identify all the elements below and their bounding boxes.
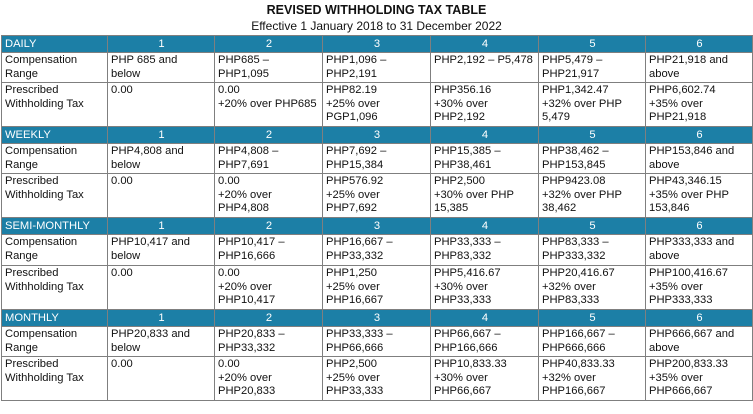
compensation-range-cell: PHP4,808 and below bbox=[108, 144, 215, 174]
monthly-compensation-row bbox=[2, 327, 753, 357]
compensation-range-cell: PHP685 – PHP1,095 bbox=[215, 53, 323, 83]
row-label: Compensation Range bbox=[2, 235, 108, 266]
document-title: REVISED WITHHOLDING TAX TABLE bbox=[266, 3, 487, 17]
prescribed-tax-cell: PHP20,416.67 +32% over PHP83,333 bbox=[539, 266, 646, 310]
section-name: MONTHLY bbox=[2, 310, 108, 327]
row-label: Compensation Range bbox=[2, 53, 108, 83]
bracket-number: 3 bbox=[323, 36, 431, 53]
prescribed-tax-cell: PHP10,833.33 +30% over PHP66,667 bbox=[431, 357, 539, 401]
prescribed-tax-cell: 0.00 bbox=[108, 357, 215, 401]
row-label: Prescribed Withholding Tax bbox=[2, 357, 108, 401]
bracket-number: 5 bbox=[539, 218, 646, 235]
section-name: SEMI-MONTHLY bbox=[2, 218, 108, 235]
prescribed-tax-cell: PHP356.16 +30% over PHP2,192 bbox=[431, 83, 539, 127]
prescribed-tax-cell: 0.00 bbox=[108, 83, 215, 127]
section-name: DAILY bbox=[2, 36, 108, 53]
weekly-prescribed-row bbox=[2, 174, 753, 218]
compensation-range-cell: PHP83,333 – PHP333,332 bbox=[539, 235, 646, 266]
section-name: WEEKLY bbox=[2, 127, 108, 144]
daily-compensation-row bbox=[2, 53, 753, 83]
bracket-number: 2 bbox=[215, 218, 323, 235]
compensation-range-cell: PHP333,333 and above bbox=[646, 235, 753, 266]
semi-monthly-prescribed-row bbox=[2, 266, 753, 310]
prescribed-tax-cell: 0.00 +20% over PHP4,808 bbox=[215, 174, 323, 218]
compensation-range-cell: PHP1,096 – PHP2,191 bbox=[323, 53, 431, 83]
monthly-prescribed-row bbox=[2, 357, 753, 401]
compensation-range-cell: PHP666,667 and above bbox=[646, 327, 753, 357]
prescribed-tax-cell: PHP1,342.47 +32% over PHP 5,479 bbox=[539, 83, 646, 127]
daily-prescribed-row bbox=[2, 83, 753, 127]
compensation-range-cell: PHP33,333 – PHP83,332 bbox=[431, 235, 539, 266]
compensation-range-cell: PHP66,667 – PHP166,666 bbox=[431, 327, 539, 357]
compensation-range-cell: PHP10,417 and below bbox=[108, 235, 215, 266]
document-subtitle: Effective 1 January 2018 to 31 December 2022 bbox=[251, 19, 502, 33]
compensation-range-cell: PHP4,808 – PHP7,691 bbox=[215, 144, 323, 174]
compensation-range-cell: PHP38,462 – PHP153,845 bbox=[539, 144, 646, 174]
compensation-range-cell: PHP166,667 – PHP666,666 bbox=[539, 327, 646, 357]
row-label: Compensation Range bbox=[2, 144, 108, 174]
compensation-range-cell: PHP 685 and below bbox=[108, 53, 215, 83]
row-label: Prescribed Withholding Tax bbox=[2, 83, 108, 127]
row-label: Prescribed Withholding Tax bbox=[2, 266, 108, 310]
compensation-range-cell: PHP2,192 – P5,478 bbox=[431, 53, 539, 83]
prescribed-tax-cell: 0.00 +20% over PHP685 bbox=[215, 83, 323, 127]
prescribed-tax-cell: PHP5,416.67 +30% over PHP33,333 bbox=[431, 266, 539, 310]
compensation-range-cell: PHP21,918 and above bbox=[646, 53, 753, 83]
row-label: Compensation Range bbox=[2, 327, 108, 357]
bracket-number: 1 bbox=[108, 218, 215, 235]
prescribed-tax-cell: 0.00 bbox=[108, 174, 215, 218]
prescribed-tax-cell: PHP576.92 +25% over PHP7,692 bbox=[323, 174, 431, 218]
prescribed-tax-cell: PHP9423.08 +32% over PHP 38,462 bbox=[539, 174, 646, 218]
bracket-number: 5 bbox=[539, 36, 646, 53]
prescribed-tax-cell: PHP82.19 +25% over PGP1,096 bbox=[323, 83, 431, 127]
daily-section-header bbox=[2, 36, 753, 53]
bracket-number: 3 bbox=[323, 127, 431, 144]
bracket-number: 6 bbox=[646, 36, 753, 53]
monthly-section-header bbox=[2, 310, 753, 327]
prescribed-tax-cell: PHP100,416.67 +35% over PHP333,333 bbox=[646, 266, 753, 310]
weekly-compensation-row bbox=[2, 144, 753, 174]
prescribed-tax-cell: PHP200,833.33 +35% over PHP666,667 bbox=[646, 357, 753, 401]
compensation-range-cell: PHP20,833 – PHP33,332 bbox=[215, 327, 323, 357]
withholding-tax-table bbox=[1, 35, 753, 401]
compensation-range-cell: PHP15,385 – PHP38,461 bbox=[431, 144, 539, 174]
row-label: Prescribed Withholding Tax bbox=[2, 174, 108, 218]
bracket-number: 4 bbox=[431, 36, 539, 53]
prescribed-tax-cell: 0.00 +20% over PHP10,417 bbox=[215, 266, 323, 310]
bracket-number: 1 bbox=[108, 310, 215, 327]
prescribed-tax-cell: PHP40,833.33 +32% over PHP166,667 bbox=[539, 357, 646, 401]
compensation-range-cell: PHP5,479 – PHP21,917 bbox=[539, 53, 646, 83]
compensation-range-cell: PHP7,692 – PHP15,384 bbox=[323, 144, 431, 174]
bracket-number: 2 bbox=[215, 127, 323, 144]
bracket-number: 4 bbox=[431, 127, 539, 144]
compensation-range-cell: PHP33,333 – PHP66,666 bbox=[323, 327, 431, 357]
semi-monthly-section-header bbox=[2, 218, 753, 235]
bracket-number: 3 bbox=[323, 310, 431, 327]
compensation-range-cell: PHP10,417 – PHP16,666 bbox=[215, 235, 323, 266]
bracket-number: 2 bbox=[215, 310, 323, 327]
bracket-number: 6 bbox=[646, 310, 753, 327]
prescribed-tax-cell: 0.00 bbox=[108, 266, 215, 310]
bracket-number: 3 bbox=[323, 218, 431, 235]
bracket-number: 2 bbox=[215, 36, 323, 53]
bracket-number: 4 bbox=[431, 310, 539, 327]
semi-monthly-compensation-row bbox=[2, 235, 753, 266]
compensation-range-cell: PHP20,833 and below bbox=[108, 327, 215, 357]
bracket-number: 5 bbox=[539, 310, 646, 327]
prescribed-tax-cell: 0.00 +20% over PHP20,833 bbox=[215, 357, 323, 401]
bracket-number: 6 bbox=[646, 127, 753, 144]
compensation-range-cell: PHP153,846 and above bbox=[646, 144, 753, 174]
prescribed-tax-cell: PHP6,602.74 +35% over PHP21,918 bbox=[646, 83, 753, 127]
compensation-range-cell: PHP16,667 – PHP33,332 bbox=[323, 235, 431, 266]
weekly-section-header bbox=[2, 127, 753, 144]
bracket-number: 1 bbox=[108, 36, 215, 53]
prescribed-tax-cell: PHP43,346.15 +35% over PHP 153,846 bbox=[646, 174, 753, 218]
prescribed-tax-cell: PHP2,500 +25% over PHP33,333 bbox=[323, 357, 431, 401]
table-body bbox=[2, 36, 753, 401]
prescribed-tax-cell: PHP1,250 +25% over PHP16,667 bbox=[323, 266, 431, 310]
prescribed-tax-cell: PHP2,500 +30% over PHP 15,385 bbox=[431, 174, 539, 218]
bracket-number: 5 bbox=[539, 127, 646, 144]
bracket-number: 4 bbox=[431, 218, 539, 235]
bracket-number: 1 bbox=[108, 127, 215, 144]
bracket-number: 6 bbox=[646, 218, 753, 235]
